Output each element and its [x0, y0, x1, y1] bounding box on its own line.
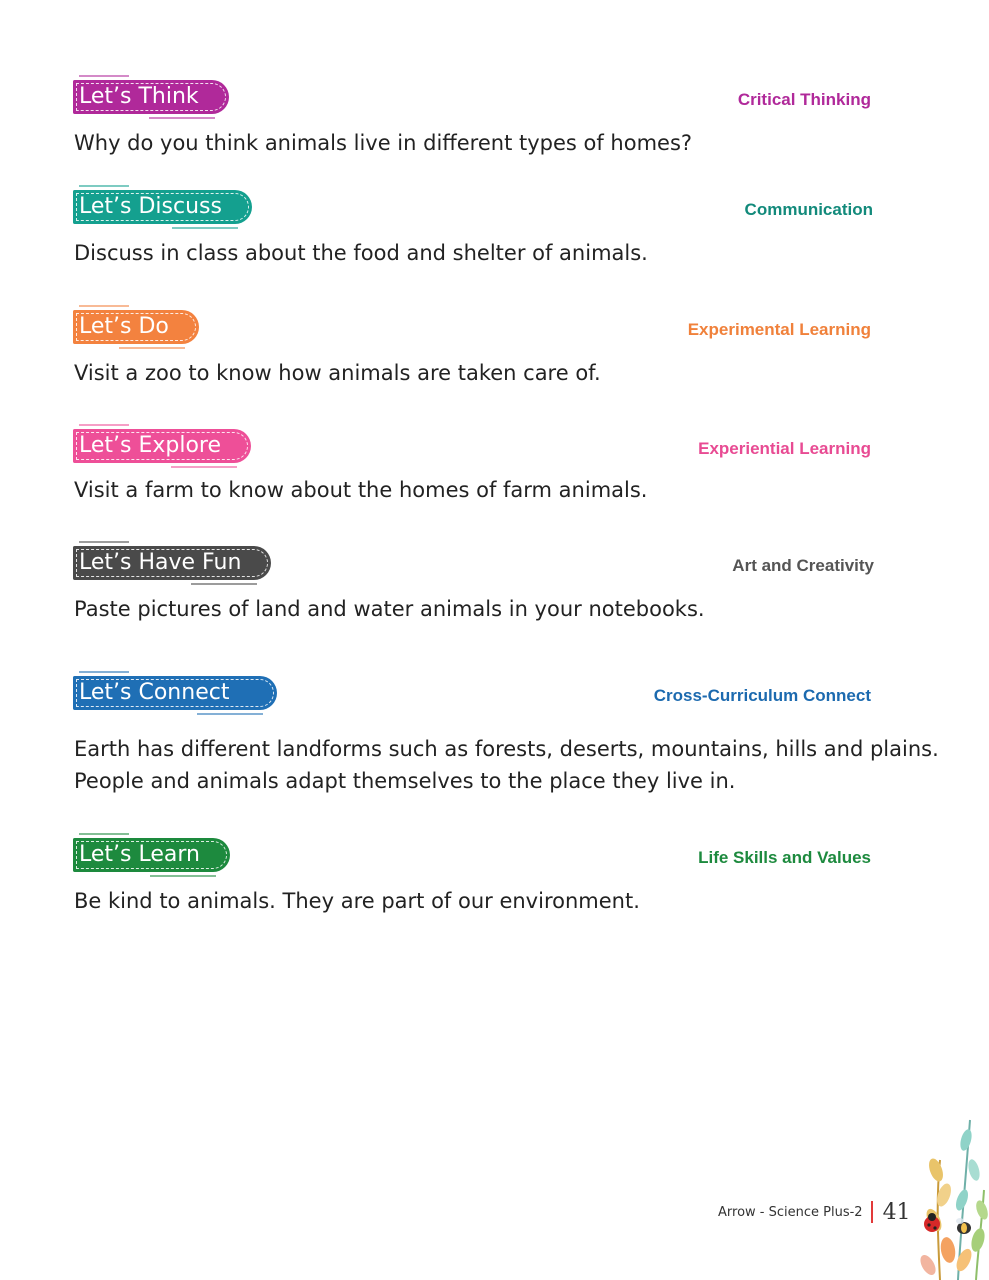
- page-number: 41: [882, 1199, 911, 1225]
- lets-think-text: Why do you think animals live in different types of homes?: [74, 131, 693, 155]
- lets-have-fun-badge: [73, 546, 271, 580]
- lets-do-badge: [73, 310, 199, 344]
- lets-connect-skill: Cross-Curriculum Connect: [653, 686, 871, 705]
- lets-think-badge: [73, 80, 229, 114]
- lets-discuss-text: Discuss in class about the food and shelter of animals.: [74, 241, 648, 265]
- lets-do-text: Visit a zoo to know how animals are taken care of.: [74, 361, 601, 385]
- floral-corner-illustration-icon: [918, 1100, 989, 1280]
- lets-learn-skill: Life Skills and Values: [698, 848, 871, 867]
- lets-explore-badge: [73, 429, 251, 463]
- lets-explore-skill: Experiential Learning: [698, 439, 871, 458]
- lets-explore-badge-label: Let’s Explore: [79, 433, 222, 458]
- footer-book-title: Arrow - Science Plus-2: [718, 1204, 863, 1220]
- lets-learn-badge: [73, 838, 230, 872]
- lets-have-fun-text: Paste pictures of land and water animals in your notebooks.: [74, 597, 705, 621]
- lets-do-badge-label: Let’s Do: [79, 314, 169, 339]
- lets-discuss-badge: [73, 190, 252, 224]
- lets-have-fun-badge-label: Let’s Have Fun: [79, 550, 242, 575]
- lets-learn-text: Be kind to animals. They are part of our environment.: [74, 889, 640, 913]
- lets-think-skill: Critical Thinking: [737, 90, 871, 109]
- lets-discuss-badge-label: Let’s Discuss: [79, 194, 222, 219]
- lets-connect-text-line-2: People and animals adapt themselves to the place they live in.: [74, 769, 736, 793]
- lets-connect-badge-label: Let’s Connect: [79, 680, 230, 705]
- footer-divider: [871, 1201, 873, 1223]
- lets-have-fun-skill: Art and Creativity: [732, 556, 874, 575]
- lets-explore-text: Visit a farm to know about the homes of farm animals.: [74, 478, 648, 502]
- lets-think-badge-label: Let’s Think: [79, 84, 199, 109]
- lets-do-skill: Experimental Learning: [687, 320, 871, 339]
- lets-learn-badge-label: Let’s Learn: [79, 842, 200, 867]
- lets-connect-badge: [73, 676, 277, 710]
- page-footer: [718, 1196, 911, 1228]
- lets-discuss-skill: Communication: [744, 200, 873, 219]
- lets-connect-text-line-1: Earth has different landforms such as forests, deserts, mountains, hills and plains.: [74, 737, 939, 761]
